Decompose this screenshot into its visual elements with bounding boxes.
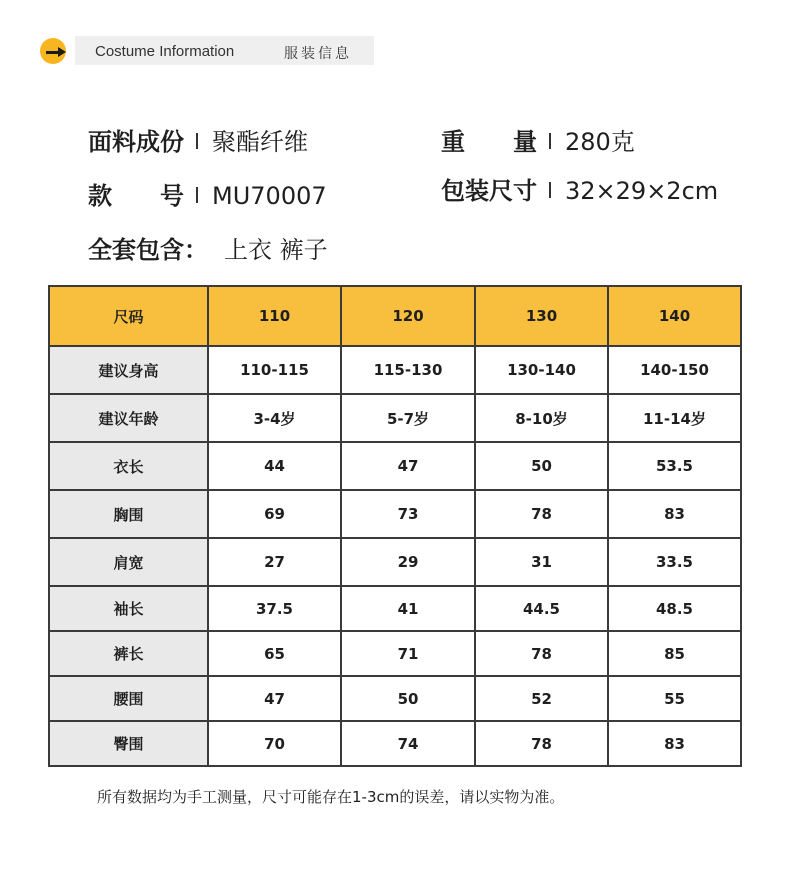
row-label: 建议年龄	[49, 394, 208, 442]
table-cell: 130-140	[475, 346, 608, 394]
table-cell: 41	[341, 586, 475, 631]
separator	[549, 133, 551, 149]
spec-label: 包装尺寸	[441, 177, 537, 205]
table-row	[49, 586, 741, 631]
table-row	[49, 631, 741, 676]
spec-style-number	[88, 176, 327, 211]
spec-label: 全套包含：	[88, 236, 208, 264]
spec-label: 款 号	[88, 182, 184, 210]
table-cell: 48.5	[608, 586, 741, 631]
table-row	[49, 538, 741, 586]
table-cell: 83	[608, 490, 741, 538]
row-label: 衣长	[49, 442, 208, 490]
row-label: 胸围	[49, 490, 208, 538]
table-row	[49, 442, 741, 490]
table-cell: 115-130	[341, 346, 475, 394]
header-cell: 尺码	[49, 286, 208, 346]
spec-fabric	[88, 122, 308, 157]
table-row	[49, 676, 741, 721]
table-cell: 47	[208, 676, 341, 721]
table-cell: 85	[608, 631, 741, 676]
spec-value: MU70007	[212, 182, 327, 210]
table-cell: 44	[208, 442, 341, 490]
table-cell: 47	[341, 442, 475, 490]
row-label: 肩宽	[49, 538, 208, 586]
table-row	[49, 490, 741, 538]
row-label: 裤长	[49, 631, 208, 676]
table-cell: 31	[475, 538, 608, 586]
header-cell: 130	[475, 286, 608, 346]
table-row	[49, 346, 741, 394]
header-cell: 140	[608, 286, 741, 346]
spec-label: 重 量	[441, 128, 537, 156]
table-cell: 70	[208, 721, 341, 766]
measurement-note: 所有数据均为手工测量，尺寸可能存在1-3cm的误差，请以实物为准。	[97, 788, 565, 806]
table-cell: 73	[341, 490, 475, 538]
table-cell: 71	[341, 631, 475, 676]
size-chart-table	[48, 285, 742, 767]
table-cell: 27	[208, 538, 341, 586]
table-cell: 140-150	[608, 346, 741, 394]
table-cell: 78	[475, 490, 608, 538]
table-cell: 65	[208, 631, 341, 676]
spec-weight	[441, 122, 635, 157]
table-cell: 55	[608, 676, 741, 721]
row-label: 建议身高	[49, 346, 208, 394]
separator	[549, 182, 551, 198]
table-cell: 11-14岁	[608, 394, 741, 442]
table-cell: 29	[341, 538, 475, 586]
table-cell: 69	[208, 490, 341, 538]
header-title-en: Costume Information	[95, 43, 235, 60]
table-cell: 78	[475, 721, 608, 766]
table-cell: 50	[341, 676, 475, 721]
section-header	[38, 36, 378, 66]
table-cell: 37.5	[208, 586, 341, 631]
table-cell: 110-115	[208, 346, 341, 394]
spec-value: 上衣 裤子	[224, 236, 328, 264]
table-cell: 83	[608, 721, 741, 766]
table-cell: 33.5	[608, 538, 741, 586]
arrow-right-icon	[40, 38, 66, 64]
header-cell: 120	[341, 286, 475, 346]
table-cell: 8-10岁	[475, 394, 608, 442]
spec-label: 面料成份	[88, 128, 184, 156]
spec-value: 聚酯纤维	[212, 128, 308, 156]
table-cell: 50	[475, 442, 608, 490]
separator	[196, 187, 198, 203]
table-row	[49, 721, 741, 766]
table-cell: 44.5	[475, 586, 608, 631]
spec-package-size	[441, 171, 718, 206]
header-title-cn: 服装信息	[284, 46, 352, 62]
row-label: 袖长	[49, 586, 208, 631]
table-cell: 5-7岁	[341, 394, 475, 442]
table-cell: 52	[475, 676, 608, 721]
table-cell: 74	[341, 721, 475, 766]
row-label: 腰围	[49, 676, 208, 721]
header-cell: 110	[208, 286, 341, 346]
table-row	[49, 394, 741, 442]
separator	[196, 133, 198, 149]
spec-contents	[88, 230, 328, 265]
row-label: 臀围	[49, 721, 208, 766]
table-cell: 78	[475, 631, 608, 676]
spec-value: 280克	[565, 128, 635, 156]
table-cell: 53.5	[608, 442, 741, 490]
table-cell: 3-4岁	[208, 394, 341, 442]
table-header-row	[49, 286, 741, 346]
spec-value: 32×29×2cm	[565, 177, 719, 205]
